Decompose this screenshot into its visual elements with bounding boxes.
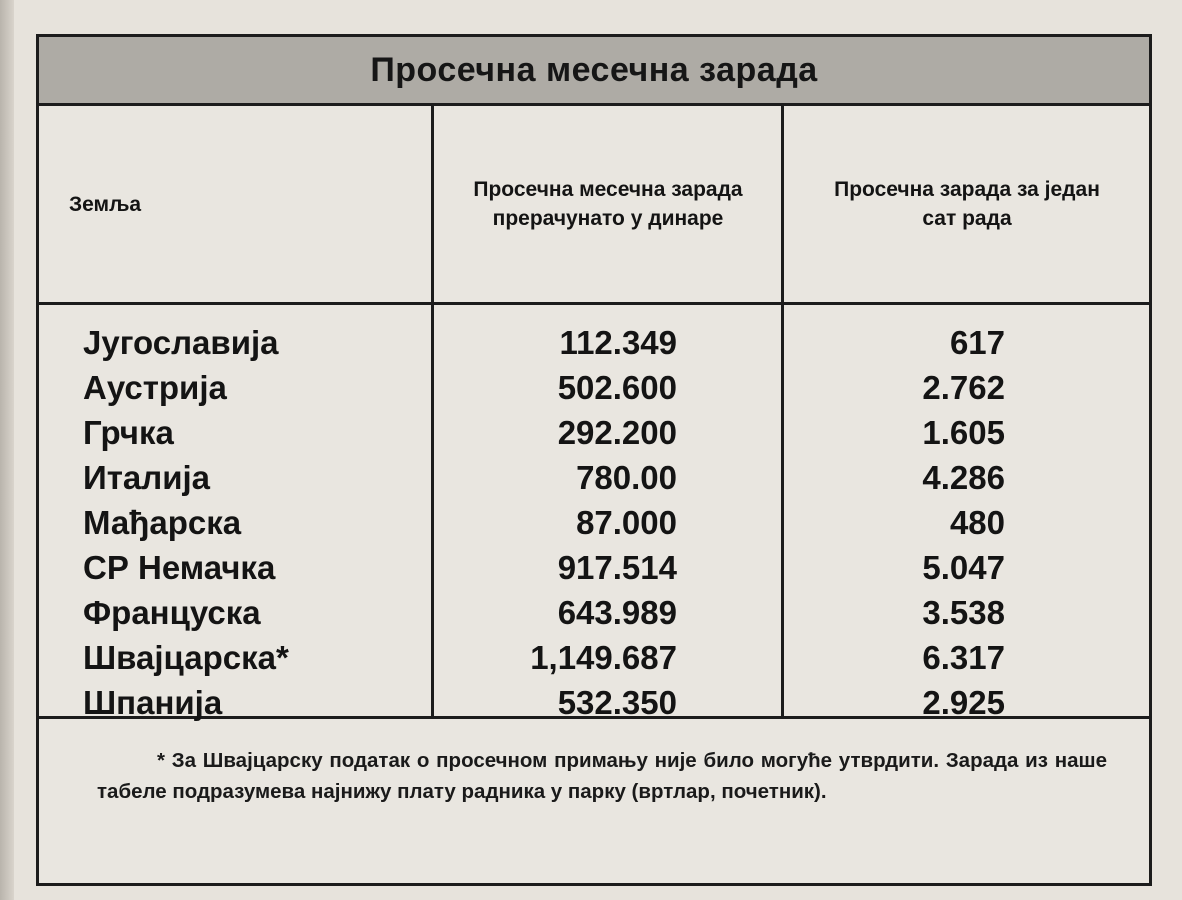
country-cell: Шпанија [83, 684, 223, 721]
country-cell: Француска [83, 594, 261, 631]
hourly-salary-cell: 2.925 [922, 684, 1005, 721]
hourly-salary-cell: 4.286 [922, 459, 1005, 496]
country-cell: Швајцарска* [83, 639, 289, 676]
column-header-monthly [437, 106, 779, 302]
column-header-monthly-label: Просечна месечна зарада прерачунато у динаре [473, 178, 743, 230]
column-header-country: Земља [69, 192, 142, 216]
table-row [39, 455, 1149, 500]
country-cell: Југославија [83, 324, 279, 361]
column-header-hourly-label: Просечна зарада за један сат рада [834, 178, 1100, 230]
column-header-hourly [787, 106, 1147, 302]
hourly-salary-cell: 6.317 [922, 639, 1005, 676]
table-row [39, 500, 1149, 545]
hourly-salary-cell: 2.762 [922, 369, 1005, 406]
table-row [39, 410, 1149, 455]
hourly-salary-cell: 617 [949, 324, 1005, 361]
country-cell: Грчка [83, 414, 174, 451]
monthly-salary-cell: 87.000 [576, 504, 677, 541]
table-title: Просечна месечна зарада [370, 50, 818, 89]
monthly-salary-cell: 1,149.687 [530, 639, 677, 676]
table-row [39, 545, 1149, 590]
table-row [39, 635, 1149, 680]
country-cell: СР Немачка [83, 549, 276, 586]
monthly-salary-cell: 502.600 [557, 369, 677, 406]
monthly-salary-cell: 780.00 [576, 459, 677, 496]
title-bar [39, 37, 1149, 106]
header-divider [39, 302, 1149, 305]
monthly-salary-cell: 532.350 [557, 684, 677, 721]
monthly-salary-cell: 292.200 [557, 414, 677, 451]
monthly-salary-cell: 643.989 [557, 594, 677, 631]
footnote-text: * За Швајцарску податак о просечном примању није било могуће утврдити. Зарада из наше табеле подразумева најнижу плату радника у парку (вртлар, почетник). [97, 749, 1107, 803]
table-body [39, 320, 1149, 725]
hourly-salary-cell: 1.605 [922, 414, 1005, 451]
table-row [39, 590, 1149, 635]
country-cell: Мађарска [83, 504, 242, 541]
table-row [39, 320, 1149, 365]
hourly-salary-cell: 480 [949, 504, 1005, 541]
salary-table-frame [36, 34, 1152, 886]
country-cell: Аустрија [83, 369, 227, 406]
table-row [39, 365, 1149, 410]
hourly-salary-cell: 5.047 [922, 549, 1005, 586]
monthly-salary-cell: 917.514 [557, 549, 677, 586]
country-cell: Италија [83, 459, 211, 496]
hourly-salary-cell: 3.538 [922, 594, 1005, 631]
page-edge [0, 0, 14, 900]
monthly-salary-cell: 112.349 [559, 324, 677, 361]
salary-table [39, 106, 1149, 721]
footnote-box [39, 719, 1149, 883]
